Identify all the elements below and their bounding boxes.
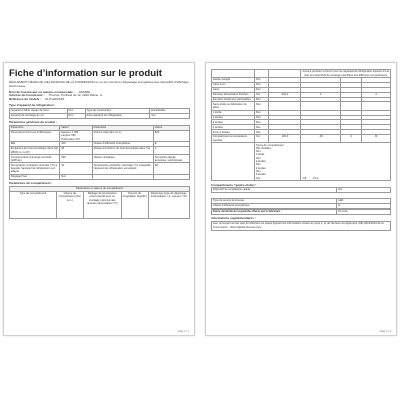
section-4star-heading: Compartiments “quatre étoiles” bbox=[211, 182, 257, 187]
table-cell: 226,0 bbox=[269, 92, 301, 97]
table-cell: G bbox=[337, 203, 391, 208]
address-value: Thomas, Portland de 12, 2040 Deline, IL bbox=[48, 93, 103, 98]
table-cell: Garde-manger bbox=[212, 78, 255, 83]
table-cell: 4 bbox=[301, 92, 340, 97]
model-value: RU7124MAP4 bbox=[45, 97, 65, 102]
table-cell: Émissions de bruit acoustique dans l’air [dB(A) re 1 pW] bbox=[10, 147, 59, 154]
table-cell: 10 bbox=[60, 163, 92, 174]
table-row bbox=[212, 102, 391, 110]
variable-sub-row bbox=[212, 143, 391, 181]
table-header-cell: Paramètre bbox=[10, 125, 60, 130]
table-cell: Non bbox=[254, 102, 268, 110]
table-cell: M bbox=[362, 135, 391, 143]
table-cell: Classe d’efficacité énergétique bbox=[212, 203, 337, 208]
table-cell: Cave bbox=[212, 87, 255, 92]
table-cell: E bbox=[153, 142, 189, 147]
extra-value: -18 bbox=[302, 176, 307, 180]
table-cell: Appareil de stockage du vin : bbox=[10, 113, 68, 118]
table-row bbox=[10, 147, 190, 155]
table-cell: 326 bbox=[60, 155, 92, 163]
sub-list-item: Non bbox=[255, 156, 261, 160]
table-cell: -18 bbox=[301, 135, 340, 143]
sub-list-item: Non bbox=[255, 163, 261, 167]
table-row bbox=[10, 113, 190, 118]
table-cell: Non bbox=[67, 108, 85, 113]
table-header-cell: Valeur bbox=[60, 125, 92, 130]
table-cell: Oui bbox=[150, 113, 190, 118]
table-row bbox=[212, 135, 391, 143]
table-cell: 4 étoiles bbox=[212, 125, 255, 130]
table-cell: Non bbox=[254, 87, 268, 92]
table-header-cell: Type de compartiment bbox=[10, 191, 57, 219]
page-footer-2 bbox=[211, 330, 391, 333]
table-header-cell: Réglage de température recommandé pour un stockage optimisé des denrées alimentaires (°C) bbox=[83, 191, 121, 219]
table-row bbox=[10, 174, 190, 179]
table-cell bbox=[92, 174, 153, 179]
table-cell: Non bbox=[254, 82, 268, 87]
table-cell: Non bbox=[60, 174, 92, 179]
table-cell: Non bbox=[254, 97, 268, 102]
compartment-values-table bbox=[211, 69, 391, 181]
sub-list-item: Types de compartiment bbox=[255, 143, 284, 147]
table-cell bbox=[269, 102, 301, 110]
table-cell: Non bbox=[254, 120, 268, 125]
warranty-value: 24 mois bbox=[337, 209, 391, 214]
table-cell: Sans étoile ou fabrication de glace bbox=[212, 102, 255, 110]
sub-list-item: 1 étoile bbox=[255, 153, 265, 157]
table-cell bbox=[301, 102, 340, 110]
head-note: Aucune précision à fournir pour les appareils de réfrigération équipés d’une liste des dispositifs de stockage spécifique aux différents compartiments bbox=[302, 70, 389, 77]
table-cell: Dimensions hors tout (millimètres) bbox=[10, 130, 60, 141]
warranty-table bbox=[211, 209, 391, 215]
table-cell: Autre appareil de réfrigération : bbox=[85, 113, 150, 118]
table-cell: Zone 2 étoiles bbox=[212, 130, 255, 135]
table-header-cell: Paramètre bbox=[92, 125, 153, 130]
table-cell: Non bbox=[254, 125, 268, 130]
table-cell: Tempérée élargie, tempérée, subtropicale bbox=[153, 155, 189, 163]
sub-list-item: Non bbox=[255, 150, 261, 154]
table-cell: 3 étoiles bbox=[212, 120, 255, 125]
sub-list-item: Oui bbox=[255, 176, 260, 180]
table-cell: 2 étoiles bbox=[212, 115, 255, 120]
table-cell: IEE bbox=[10, 142, 60, 147]
table-cell: Denrées hautement périssables bbox=[212, 97, 255, 102]
table-header-row bbox=[10, 191, 190, 219]
section-general-heading: Paramètres généraux du produit : bbox=[9, 120, 58, 125]
section-compartment-heading: Paramètres du compartiment : bbox=[9, 181, 53, 186]
table-cell: Non bbox=[254, 130, 268, 135]
regulation-text: RÈGLEMENT DÉLÉGUÉ (UE) 2019/2016 DE LA COMMISSION en ce qui concerne l’étiquetage énergétique des dispositifs d’affichage électronique bbox=[9, 80, 189, 88]
table-cell: Classe d’émission de bruit acoustique dans l’air bbox=[92, 147, 153, 155]
table-cell: Réglage hiver bbox=[10, 174, 60, 179]
model-line bbox=[9, 98, 190, 102]
table-cell: Classe climatique bbox=[92, 155, 153, 163]
table-cell: Température ambiante maximale (°C) à laquelle l’appareil de réfrigération est adapté bbox=[92, 163, 153, 174]
table-cell: Consommation d’énergie annuelle (kWh/an) bbox=[10, 155, 60, 163]
table-cell bbox=[153, 174, 189, 179]
warranty-label: Durée minimale de la garantie offerte par le fabricant : bbox=[212, 209, 337, 214]
compartment-table bbox=[9, 186, 190, 219]
table-header-cell: Valeur bbox=[153, 125, 189, 130]
table-cell: Appareil à faible niveau de bruit : bbox=[10, 108, 68, 113]
footer-page-number-2: Page 2 / 2 bbox=[379, 330, 391, 333]
table-header-cell: Dégivrage (type de dégivrage: automatique = A, manuel = M) bbox=[148, 191, 189, 219]
table-cell: Compartiment à température variable bbox=[212, 135, 255, 143]
table-cell: C bbox=[153, 147, 189, 155]
table-cell bbox=[362, 102, 391, 110]
general-table bbox=[9, 125, 190, 180]
table-cell bbox=[340, 102, 361, 110]
table-row bbox=[10, 130, 190, 141]
table-cell: 100,0 bbox=[269, 135, 301, 143]
table-cell: Type de construction : bbox=[85, 108, 150, 113]
sub-list-item: Pas d’étoiles bbox=[255, 146, 271, 150]
table-cell: 100 bbox=[60, 142, 92, 147]
table-cell: Non bbox=[254, 78, 268, 83]
extra-value: -21,0 bbox=[312, 176, 319, 180]
table-cell: Oui bbox=[254, 135, 268, 143]
table-header-cell: Pouvoir de congélation (kg/24h) bbox=[121, 191, 148, 219]
table-cell: Température ambiante minimale (°C) à laquelle l’appareil de réfrigération est adapté bbox=[10, 163, 60, 174]
blank-cell bbox=[212, 143, 255, 181]
sub-list-item: 3 étoiles bbox=[255, 166, 266, 170]
table-cell: Hauteur 1 786 Largeur 550 Profondeur 670 bbox=[60, 130, 92, 141]
fastfreeze-value: Oui bbox=[337, 188, 391, 193]
light-table bbox=[211, 198, 391, 209]
supplier-label: Nom du fournisseur ou marque commerciale : bbox=[9, 89, 75, 94]
table-row bbox=[10, 155, 190, 163]
blank-cell bbox=[269, 70, 301, 78]
page-title: Fiche d’information sur le produit bbox=[9, 68, 162, 79]
type-table bbox=[9, 108, 190, 119]
fastfreeze-label: Dispositif de congélation rapide bbox=[212, 188, 337, 193]
document-page-2 bbox=[205, 62, 397, 336]
address-label: Adresse du fournisseur : bbox=[9, 93, 45, 98]
table-cell: 3 bbox=[340, 135, 361, 143]
table-cell: 1 étoile bbox=[212, 110, 255, 115]
variable-extra bbox=[301, 143, 391, 181]
table-row bbox=[10, 163, 190, 174]
table-cell: A bbox=[362, 92, 391, 97]
table-cell: 320 bbox=[153, 130, 189, 141]
info-text: Lien renvoyant au site web du fabricant sur lequel figurent les informations visées au point 4, a) de l’annexe du règlement (UE) 2019/2019 de la Commission : https://global.thomas.com/ bbox=[211, 221, 391, 232]
blank-cell bbox=[212, 70, 255, 78]
footer-page-number: Page 1 / 2 bbox=[177, 330, 189, 333]
section-type-heading: Type d’appareil de réfrigération : bbox=[9, 103, 56, 108]
compartment-span-header: Paramètres et valeurs du compartiment bbox=[10, 186, 190, 191]
sub-list-item: 2 étoiles bbox=[255, 160, 266, 164]
table-cell: Denrées alimentaires fraîches bbox=[212, 92, 255, 97]
table-cell: Type de source lumineuse bbox=[212, 199, 337, 204]
table-cell: Volume total (dm³ ou L) bbox=[92, 130, 153, 141]
table-cell: Oui bbox=[254, 92, 268, 97]
sub-list-item: Non bbox=[255, 169, 261, 173]
table-cell: 38 bbox=[153, 163, 189, 174]
table-cell: Cave à vin bbox=[212, 82, 255, 87]
variable-sub-list bbox=[254, 143, 301, 181]
sub-list-item: 4 étoiles bbox=[255, 173, 266, 177]
supplier-value: HOMME bbox=[78, 89, 91, 94]
table-cell: Non bbox=[254, 115, 268, 120]
table-header-cell: Volume du compartiment (dm³ ou L) bbox=[56, 191, 83, 219]
table-cell: LED bbox=[337, 199, 391, 204]
table-cell: Non bbox=[254, 110, 268, 115]
page-footer bbox=[9, 330, 189, 333]
section-info-heading: Informations supplémentaires : bbox=[211, 216, 256, 221]
table-cell: 35 bbox=[60, 147, 92, 155]
table-cell: Non bbox=[67, 113, 85, 118]
table-row bbox=[212, 203, 391, 208]
blank-cell bbox=[254, 70, 268, 78]
document-page-1 bbox=[3, 62, 195, 336]
table-cell: Classe d’efficacité énergétique bbox=[92, 142, 153, 147]
table-cell: Encastrable bbox=[150, 108, 190, 113]
model-label: Référence du modèle : bbox=[9, 97, 42, 102]
